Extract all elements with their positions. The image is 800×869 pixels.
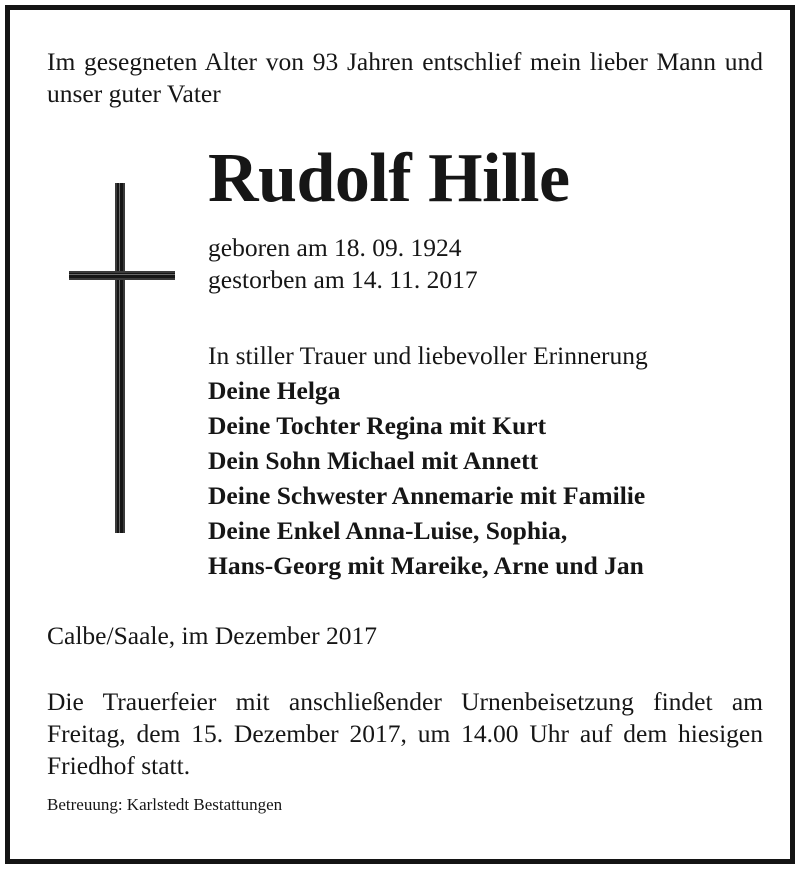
mourners-block xyxy=(208,338,648,583)
mourner-line: Deine Helga xyxy=(208,376,341,405)
mourner-line: Deine Tochter Regina mit Kurt xyxy=(208,411,547,440)
funeral-info: Die Trauerfeier mit anschließender Urnenbeisetzung findet am Freitag, dem 15. Dezember 2017, um 14.00 Uhr auf dem hiesigen Friedhof statt. xyxy=(47,687,763,780)
intro-text: Im gesegneten Alter von 93 Jahren entschlief mein lieber Mann und unser guter Vater xyxy=(47,47,763,108)
life-dates xyxy=(208,232,478,296)
birth-date: geboren am 18. 09. 1924 xyxy=(208,233,462,262)
undertaker-credit: Betreuung: Karlstedt Bestattungen xyxy=(47,795,283,814)
mourner-line: Deine Enkel Anna-Luise, Sophia, xyxy=(208,516,568,545)
mourner-line: Hans-Georg mit Mareike, Arne und Jan xyxy=(208,551,644,580)
deceased-name: Rudolf Hille xyxy=(208,140,570,217)
cross-horizontal-beam xyxy=(69,271,175,280)
cross-vertical-beam xyxy=(115,183,125,533)
cross-icon xyxy=(66,183,176,533)
death-date: gestorben am 14. 11. 2017 xyxy=(208,265,478,294)
mourner-line: Dein Sohn Michael mit Annett xyxy=(208,446,539,475)
mourner-line: Deine Schwester Annemarie mit Familie xyxy=(208,481,646,510)
place-and-date: Calbe/Saale, im Dezember 2017 xyxy=(47,621,377,650)
obituary-frame xyxy=(5,5,795,864)
mourning-line: In stiller Trauer und liebevoller Erinnerung xyxy=(208,341,648,370)
